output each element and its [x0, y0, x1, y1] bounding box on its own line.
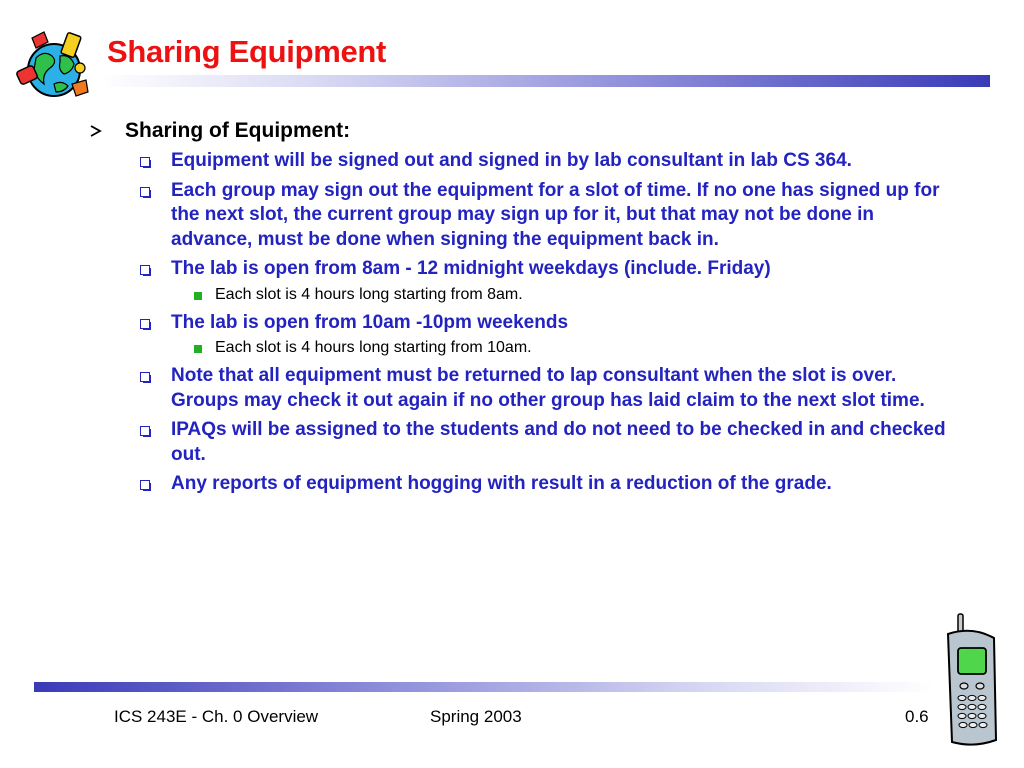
square-bullet-icon — [194, 292, 202, 300]
box-bullet-icon — [140, 187, 150, 197]
footer-term: Spring 2003 — [430, 707, 522, 726]
list-item: Any reports of equipment hogging with result in a reduction of the grade. — [171, 472, 951, 497]
box-bullet-icon — [140, 157, 150, 167]
title-divider — [100, 75, 990, 87]
square-bullet-icon — [194, 345, 202, 353]
box-bullet-icon — [140, 265, 150, 275]
list-item: Each group may sign out the equipment for a slot of time. If no one has signed up for the next slot, the current group may sign up for it, but that may not be done in advance, must be done when signing the equipment back in. — [171, 179, 951, 253]
page-number: 0.6 — [905, 707, 929, 726]
sub-list-item: Each slot is 4 hours long starting from 8am. — [215, 284, 948, 306]
box-bullet-icon — [140, 426, 150, 436]
box-bullet-icon — [140, 480, 150, 490]
list-item: Equipment will be signed out and signed in by lab consultant in lab CS 364. — [171, 149, 951, 174]
list-item: The lab is open from 10am -10pm weekends — [171, 311, 951, 336]
heading-bullet — [88, 118, 948, 144]
list-item: The lab is open from 8am - 12 midnight weekdays (include. Friday) — [171, 257, 951, 282]
box-bullet-icon — [140, 372, 150, 382]
slide-title: Sharing Equipment — [107, 34, 387, 69]
box-bullet-icon — [140, 319, 150, 329]
mobile-phone-icon — [938, 612, 1002, 748]
slide-body — [88, 118, 948, 497]
footer-divider — [34, 682, 934, 692]
list-item: Note that all equipment must be returned to lap consultant when the slot is over. Groups may check it out again if no other group has laid claim to the next slot time. — [171, 364, 951, 413]
globe-communication-icon — [14, 28, 94, 104]
list-item: IPAQs will be assigned to the students and do not need to be checked in and checked out. — [171, 418, 951, 467]
footer-course: ICS 243E - Ch. 0 Overview — [114, 707, 319, 726]
heading-text: Sharing of Equipment: — [125, 119, 351, 142]
sub-list-item: Each slot is 4 hours long starting from 10am. — [215, 337, 948, 359]
arrow-bullet-icon — [88, 118, 104, 144]
